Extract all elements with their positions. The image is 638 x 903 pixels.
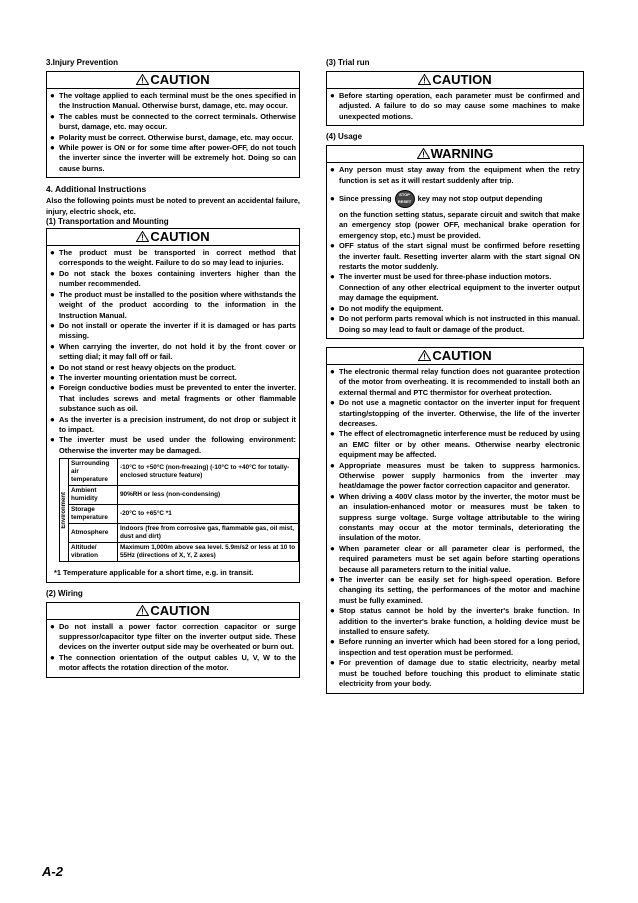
caution-header bbox=[327, 348, 583, 365]
list-item: ● Do not stand or rest heavy objects on the product. bbox=[50, 362, 236, 372]
caution-box-injury bbox=[46, 71, 300, 178]
list-item: ● Any person must stay away from the equipment when the retry function is set as it will restart suddenly after trip. bbox=[330, 165, 580, 185]
list-item: ● Since pressing STOP RESET key may not stop output depending bbox=[330, 190, 580, 208]
page-number: A-2 bbox=[42, 864, 63, 879]
list-item: ● When parameter clear or all parameter clear is performed, the required parameters must be set again before starting operations because all parameters return to the initial value. bbox=[330, 543, 580, 574]
additional-instructions-heading: 4. Additional Instructions bbox=[46, 184, 147, 195]
list-item: ● Do not install or operate the inverter if it is damaged or has parts missing. bbox=[50, 320, 296, 341]
list-item: ● The effect of electromagnetic interference must be reduced by using an EMC filter or by other means. Otherwise nearby electronic equipment may be affected. bbox=[330, 429, 580, 460]
list-item: ● While power is ON or for some time after power-OFF, do not touch the inverter since the inverter will be extremely hot. Doing so can cause burns. bbox=[50, 143, 296, 173]
list-item: ● For prevention of damage due to static electricity, nearby metal must be touched before touching this product to eliminate static electricity from your body. bbox=[330, 658, 580, 689]
list-item: ● Foreign conductive bodies must be prevented to enter the inverter. That includes screws and metal fragments or other flammable substance such as oil. bbox=[50, 383, 296, 414]
list-item: ● OFF status of the start signal must be confirmed before resetting the inverter fault. Resetting inverter alarm with the start signal ON restarts the motor suddenly. bbox=[330, 241, 580, 272]
caution-box-usage bbox=[326, 347, 584, 694]
table-row bbox=[60, 459, 299, 486]
list-item: ● The inverter must be used for three-phase induction motors. bbox=[330, 272, 552, 282]
list-item: ● Polarity must be correct. Otherwise burst, damage, etc. may occur. bbox=[50, 132, 294, 142]
env-key: Altitude/ vibration bbox=[69, 543, 118, 562]
warning-triangle-icon bbox=[136, 73, 149, 89]
warning-header bbox=[327, 146, 583, 163]
env-key: Ambient humidity bbox=[69, 486, 118, 505]
list-item: ● Before starting operation, each parameter must be confirmed and adjusted. A failure to do so may cause some machines to make unexpected motions. bbox=[330, 91, 580, 121]
warning-triangle-icon bbox=[417, 147, 430, 163]
list-item: ● Do not modify the equipment. bbox=[330, 303, 444, 313]
caution-title: CAUTION bbox=[150, 72, 210, 87]
caution-box-transport bbox=[46, 228, 300, 583]
list-item: ● Do not install a power factor correction capacitor or surge suppressor/capacitor type filter on the inverter output side. These devices on the inverter output side may be overheated or burn out. bbox=[50, 621, 296, 652]
list-item: ● Do not stack the boxes containing inverters higher than the number recommended. bbox=[50, 268, 296, 289]
caution-title: CAUTION bbox=[150, 229, 210, 245]
list-item: ● The inverter can be easily set for high-speed operation. Before changing its setting, the performances of the motor and machine must be fully examined. bbox=[330, 575, 580, 605]
list-item: ● The voltage applied to each terminal must be the ones specified in the Instruction Manual. Otherwise burst, damage, etc. may occur. bbox=[50, 91, 296, 111]
list-item: ● Stop status cannot be hold by the inverter's brake function. In addition to the inverter's brake function, a holding device must be installed to ensure safety. bbox=[330, 606, 580, 637]
list-item: ● The product must be transported in correct method that corresponds to the weight. Failure to do so may lead to injuries. bbox=[50, 248, 296, 268]
env-value: -20°C to +65°C *1 bbox=[118, 505, 299, 524]
list-item: ● Do not perform parts removal which is not instructed in this manual. Doing so may lead to fault or damage of the product. bbox=[330, 314, 580, 334]
table-row bbox=[60, 543, 299, 562]
caution-box-wiring bbox=[46, 602, 300, 678]
warning-title: WARNING bbox=[430, 146, 494, 162]
env-value: 90%RH or less (non-condensing) bbox=[118, 486, 299, 505]
warning-triangle-icon bbox=[136, 604, 149, 620]
caution-header bbox=[47, 72, 299, 89]
caution-header bbox=[47, 229, 299, 246]
left-column bbox=[46, 58, 300, 684]
warning-triangle-icon bbox=[136, 230, 149, 246]
list-item: ● When driving a 400V class motor by the inverter, the motor must be an insulation-enhanced motor or measures must be taken to suppress surge voltage. Surge voltage attributable to the wiring constants may occur at the motor terminals, deteriorating the insulation of the motor. bbox=[330, 491, 580, 543]
warning-box-usage bbox=[326, 145, 584, 339]
warning-triangle-icon bbox=[418, 73, 431, 89]
list-item: ● Appropriate measures must be taken to suppress harmonics. Otherwise power supply harmonics from the inverter may heat/damage the power factor correction capacitor and generator. bbox=[330, 460, 580, 491]
additional-intro: Also the following points must be noted to prevent an accidental failure, injury, electric shock, etc. bbox=[46, 196, 300, 216]
list-item-continuation: on the function setting status, separate circuit and switch that make an emergency stop (power OFF, mechanical brake operation for emergency stop, etc.) must be provided. bbox=[339, 210, 580, 240]
right-column bbox=[326, 58, 584, 700]
list-item: ● Do not use a magnetic contactor on the inverter input for frequent starting/stopping of the inverter. Otherwise, the life of the inverter decreases. bbox=[330, 398, 580, 428]
wiring-heading: (2) Wiring bbox=[46, 588, 83, 598]
env-value: Indoors (free from corrosive gas, flammable gas, oil mist, dust and dirt) bbox=[118, 524, 299, 543]
list-item: ● When carrying the inverter, do not hold it by the front cover or setting dial; it may fall off or fail. bbox=[50, 341, 296, 362]
list-item: ● The electronic thermal relay function does not guarantee protection of the motor from overheating. It is recommended to install both an external thermal and PTC thermistor for overheat protection. bbox=[330, 366, 580, 397]
stop-reset-key-icon: STOP RESET bbox=[395, 190, 415, 208]
table-row bbox=[60, 524, 299, 543]
env-key: Surrounding air temperature bbox=[69, 459, 118, 486]
env-value: -10°C to +50°C (non-freezing) (-10°C to +40°C for totally-enclosed structure feature) bbox=[118, 459, 299, 486]
list-item-note: Connection of any other electrical equipment to the inverter output may damage the equipment. bbox=[339, 282, 580, 303]
transport-heading: (1) Transportation and Mounting bbox=[46, 217, 169, 227]
caution-header bbox=[327, 72, 583, 89]
caution-title: CAUTION bbox=[150, 602, 210, 618]
list-item: ● Before running an inverter which had been stored for a long period, inspection and test operation must be performed. bbox=[330, 637, 580, 657]
env-value: Maximum 1,000m above sea level. 5.9m/s2 or less at 10 to 55Hz (directions of X, Y, Z axes) bbox=[118, 543, 299, 562]
env-key: Storage temperature bbox=[69, 505, 118, 524]
caution-header bbox=[47, 603, 299, 620]
env-key: Atmosphere bbox=[69, 524, 118, 543]
list-item: ● The product must be installed to the position where withstands the weight of the product according to the information in the Instruction Manual. bbox=[50, 289, 296, 320]
list-item: ● The inverter mounting orientation must be correct. bbox=[50, 372, 237, 382]
list-item: ● As the inverter is a precision instrument, do not drop or subject it to impact. bbox=[50, 414, 296, 434]
list-item: ● The inverter must be used under the following environment: Otherwise the inverter may be damaged. bbox=[50, 435, 296, 455]
environment-table bbox=[59, 458, 299, 562]
caution-title: CAUTION bbox=[432, 347, 492, 363]
list-item: ● The connection orientation of the output cables U, V, W to the motor affects the rotation direction of the motor. bbox=[50, 652, 296, 673]
list-item: ● The cables must be connected to the correct terminals. Otherwise burst, damage, etc. may occur. bbox=[50, 111, 296, 132]
warning-triangle-icon bbox=[418, 349, 431, 365]
caution-title: CAUTION bbox=[432, 72, 492, 87]
env-footnote: *1 Temperature applicable for a short time, e.g. in transit. bbox=[54, 568, 254, 578]
injury-prevention-heading: 3.Injury Prevention bbox=[46, 58, 119, 67]
table-row bbox=[60, 505, 299, 524]
table-row bbox=[60, 486, 299, 505]
trial-run-heading: (3) Trial run bbox=[326, 58, 370, 67]
caution-box-trial bbox=[326, 71, 584, 126]
environment-label: Environment bbox=[60, 459, 69, 562]
usage-heading: (4) Usage bbox=[326, 132, 363, 142]
